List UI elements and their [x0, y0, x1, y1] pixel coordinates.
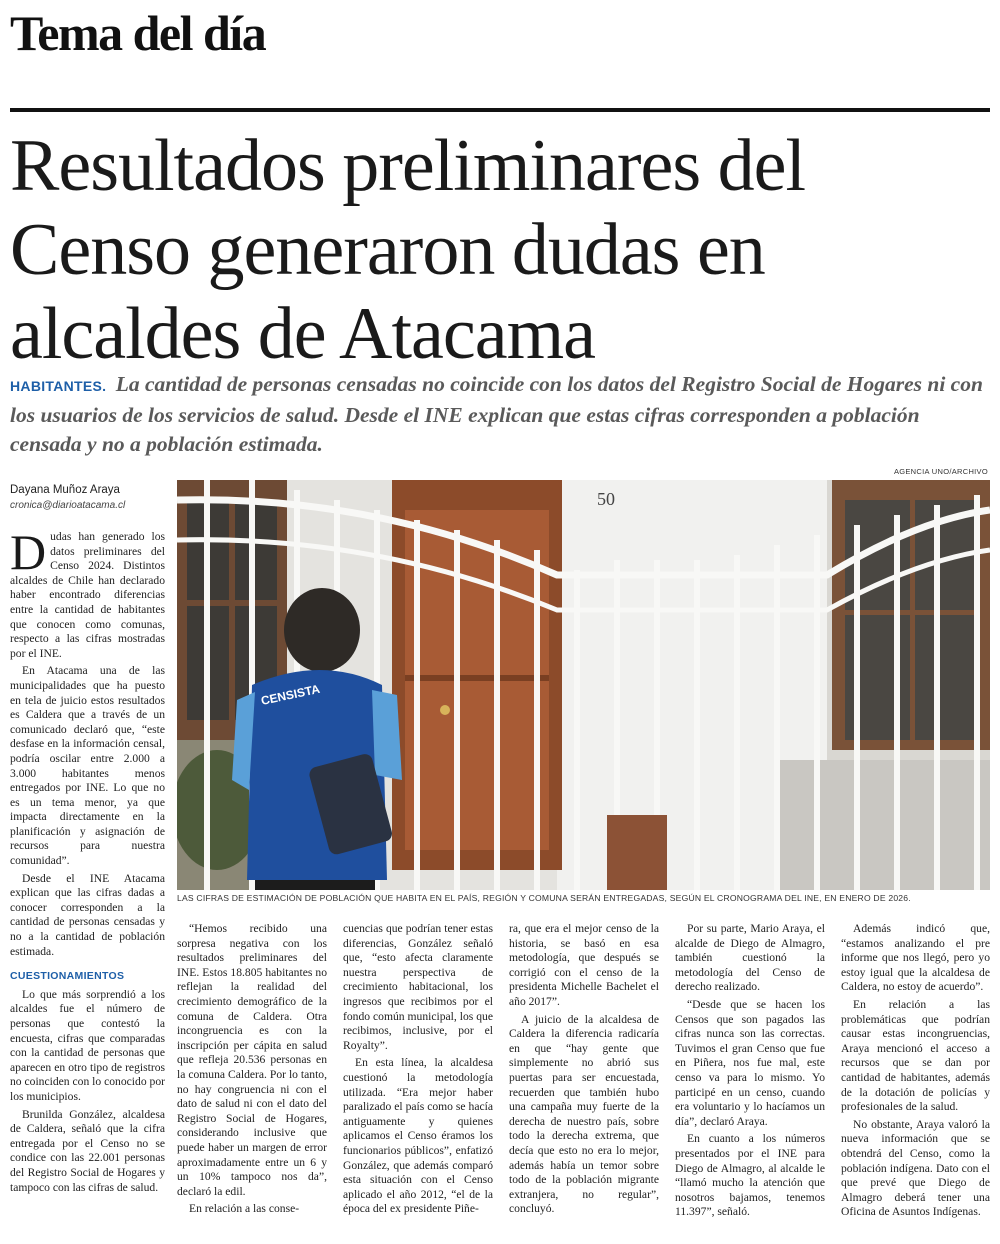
author-name: Dayana Muñoz Araya: [10, 484, 120, 496]
subhead: CUESTIONAMIENTOS: [10, 970, 125, 983]
section-title: Tema del día: [10, 5, 266, 61]
body-column-4: [509, 922, 659, 1220]
paragraph: En Atacama una de las municipalidades que ha puesto en tela de juicio estos resultados es Caldera que a través de un comunicado declaró que, “este desfase en la información censal, podría oscilar entre 2.000 a 3.000 habitantes menos entregados por INE. Lo que no es un tema menor, ya que impacta directamente en la planificación y asignación de recursos para nuestra comunidad”.: [10, 664, 165, 868]
dropcap: D: [10, 524, 47, 580]
body-column-6: [841, 922, 990, 1223]
paragraph: Por su parte, Mario Araya, el alcalde de Diego de Almagro, también cuestionó la metodología del Censo de derecho realizado.: [675, 922, 825, 994]
paragraph: En relación a las conse-: [189, 1202, 300, 1216]
headline-line: alcaldes de Atacama: [10, 293, 595, 375]
paragraph: Además indicó que, “estamos analizando el pre informe que nos llegó, pero yo estoy igual que la alcaldesa de Caldera, no estoy de acuerdo”.: [841, 922, 990, 994]
paragraph: No obstante, Araya valoró la nueva información que se obtendrá del Censo, como la población indígena. Dato con el que prevé que Diego de Almagro deberá tener una Oficina de Asuntos Indígenas.: [841, 1117, 990, 1219]
paragraph: ra, que era el mejor censo de la historia, se basó en esa metodología, que después se corrigió con el censo de la presidenta Michelle Bachelet el año 2017”.: [509, 922, 659, 1008]
photo-caption: LAS CIFRAS DE ESTIMACIÓN DE POBLACIÓN QUE HABITA EN EL PAÍS, REGIÓN Y COMUNA SERÁN ENTREGADAS, SEGÚN EL CRONOGRAMA DEL INE, EN ENERO DE 2026.: [177, 893, 911, 903]
deck: [10, 370, 990, 459]
vest-label: CENSISTA: [259, 681, 322, 708]
paragraph: En cuanto a los números presentados por el INE para Diego de Almagro, al alcalde le “llamó mucho la atención que nosotros bajamos, tenemos 11.397”, señaló.: [675, 1132, 825, 1219]
house-number: 50: [597, 489, 615, 509]
deck-kicker: HABITANTES.: [10, 378, 107, 394]
top-rule: [10, 108, 990, 112]
paragraph: Desde el INE Atacama explican que las cifras dadas a conocer corresponden a la cantidad de personas censadas y no a la cantidad de población estimada.: [10, 871, 165, 958]
paragraph: A juicio de la alcaldesa de Caldera la diferencia radicaría en que “hay gente que simplemente no abrió sus puertas para ser encuestada, recuerden que también hubo una campaña muy fuerte de la derecha de nuestro país, sobre todo la derecha extrema, que decía que esto no era lo mejor, además había un temor sobre todo de la población migrante extranjera, no regular”, concluyó.: [509, 1012, 659, 1216]
deck-text: La cantidad de personas censadas no coincide con los datos del Registro Social de Hogares ni con los usuarios de los servicios de salud. Desde el INE explican que estas cifras corresponden a población censada y no a población estimada.: [10, 372, 983, 456]
byline: [10, 484, 170, 511]
paragraph: En esta línea, la alcaldesa cuestionó la metodología utilizada. “Era mejor haber paralizado el país como se hacía antiguamente y quienes aplicamos el Censo éramos los funcionarios públicos”, enfatizó González, que además comparó esta situación con el Censo aplicado el año 2012, “el de la época del ex presidente Piñe-: [343, 1056, 493, 1216]
headline-line: Censo generaron dudas en: [10, 209, 765, 291]
body-column-2: [177, 922, 327, 1220]
paragraph: cuencias que podrían tener estas diferencias, González señaló que, “esto afecta claramente nuestra perspectiva de crecimiento habitacional, los ingresos que recibimos por el fondo común municipal, los que recibimos, inclusive, por el Royalty”.: [343, 922, 493, 1052]
paragraph: “Hemos recibido una sorpresa negativa con los resultados preliminares del INE. Estos 18.805 habitantes no reflejan la realidad del crecimiento demográfico de la comuna de Caldera. Otra incongruencia es con la inscripción per cápita en salud que refleja 20.536 personas en la comuna Caldera. Por lo tanto, no hay congruencia ni con el dato de salud ni con el dato del Registro Social de Hogares, considerando inclusive que puede haber un margen de error aproximadamente entre un 6 y un 10% tampoco nos da”, declaró la edil.: [177, 922, 327, 1198]
body-column-3: [343, 922, 493, 1220]
article-photo: [177, 480, 990, 890]
headline: [10, 124, 990, 376]
paragraph: Lo que más sorprendió a los alcaldes fue el número de personas que contestó la encuesta, cifras que comparadas con la cantidad de personas que aparecen en otro tipo de registros no coinciden con lo conocido por los municipios.: [10, 987, 165, 1103]
paragraph: Brunilda González, alcaldesa de Caldera, señaló que la cifra entregada por el Censo no se condice con las 22.001 personas del Registro Social de Hogares y tampoco con las cifras de salud.: [10, 1107, 165, 1194]
body-column-5: [675, 922, 825, 1223]
author-email: cronica@diarioatacama.cl: [10, 500, 126, 511]
paragraph: [10, 524, 165, 661]
paragraph-text: udas han generado los datos preliminares del Censo 2024. Distintos alcaldes de Chile han declarado haber encontrado diferencias entre la cantidad de habitantes que conocen como comunas, respecto a las cifras mostradas por el INE.: [10, 530, 165, 660]
body-column-1: [10, 524, 165, 1198]
paragraph: En relación a las problemáticas que podrían causar estas incongruencias, Araya mencionó el acceso a recursos que se dan por cantidad de habitantes, además de la dotación de policías y profesionales de la salud.: [841, 997, 990, 1114]
headline-line: Resultados preliminares del: [10, 125, 806, 207]
photo-credit: AGENCIA UNO/ARCHIVO: [893, 467, 988, 476]
paragraph: “Desde que se hacen los Censos que son pagados las cifras nunca son las correctas. Tuvimos el gran Censo que fue en Piñera, nos fue mal, este censo va para lo mismo. Yo participé en un censo, cuando era voluntario y lo hacíamos un día”, declaró Araya.: [675, 997, 825, 1128]
